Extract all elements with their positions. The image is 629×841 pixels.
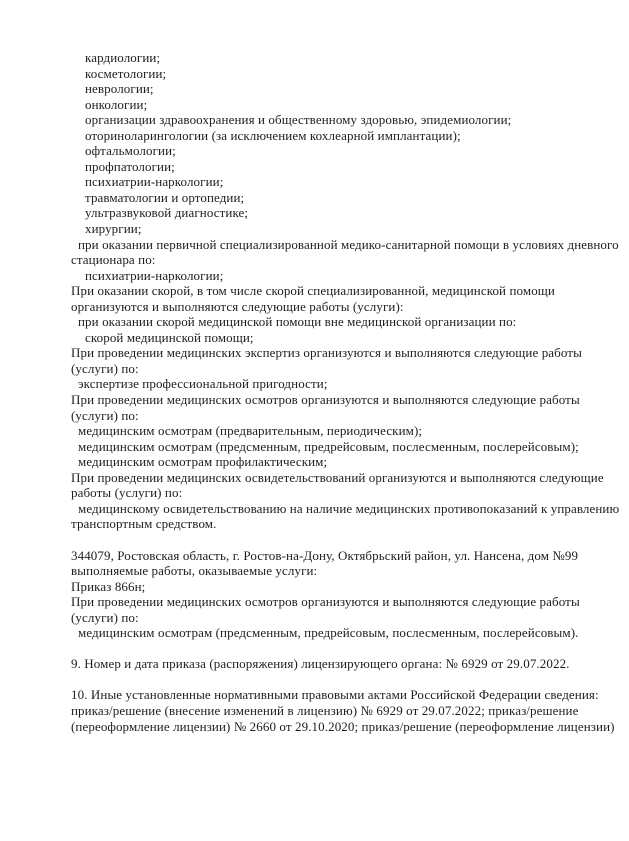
document-line: стационара по: <box>71 252 156 268</box>
document-line: оториноларингологии (за исключением кохлеарной имплантации); <box>85 127 461 143</box>
document-line: травматологии и ортопедии; <box>85 189 245 205</box>
document-line: офтальмологии; <box>85 143 176 159</box>
document-line: медицинским осмотрам (предсменным, предрейсовым, послесменным, послерейсовым); <box>78 438 579 454</box>
document-line: скорой медицинской помощи; <box>85 329 254 345</box>
document-line: 344079, Ростовская область, г. Ростов-на-Дону, Октябрьский район, ул. Нансена, дом №99 <box>71 547 579 563</box>
blank-line <box>71 532 601 548</box>
document-line: неврологии; <box>85 81 154 97</box>
document-line: Приказ 866н; <box>71 578 146 594</box>
document-line: работы (услуги) по: <box>71 485 183 501</box>
document-line: при оказании первичной специализированной медико-санитарной помощи в условиях дневного <box>78 236 619 252</box>
document-line: медицинским осмотрам профилактическим; <box>78 454 328 470</box>
document-line: медицинским осмотрам (предварительным, периодическим); <box>78 423 423 439</box>
document-line: При проведении медицинских экспертиз организуются и выполняются следующие работы <box>71 345 582 361</box>
document-line: (услуги) по: <box>71 360 139 376</box>
document-line: косметологии; <box>85 65 167 81</box>
document-line: профпатологии; <box>85 158 175 174</box>
document-line: (услуги) по: <box>71 609 139 625</box>
document-line: (услуги) по: <box>71 407 139 423</box>
document-line: При проведении медицинских осмотров организуются и выполняются следующие работы <box>71 594 580 610</box>
document-line: приказ/решение (внесение изменений в лицензию) № 6929 от 29.07.2022; приказ/решение <box>71 702 579 718</box>
document-lines <box>71 50 620 734</box>
document-line: психиатрии-наркологии; <box>85 174 224 190</box>
document-line: 9. Номер и дата приказа (распоряжения) лицензирующего органа: № 6929 от 29.07.2022. <box>71 656 570 672</box>
document-line: организуются и выполняются следующие работы (услуги): <box>71 298 404 314</box>
document-line: выполняемые работы, оказываемые услуги: <box>71 563 318 579</box>
document-line: психиатрии-наркологии; <box>85 267 224 283</box>
document-line: онкологии; <box>85 96 148 112</box>
document-line: экспертизе профессиональной пригодности; <box>78 376 328 392</box>
document-line: кардиологии; <box>85 50 161 65</box>
document-line: 10. Иные установленные нормативными правовыми актами Российской Федерации сведения: <box>71 687 599 703</box>
document-line: При проведении медицинских осмотров организуются и выполняются следующие работы <box>71 392 580 408</box>
document-line: медицинским осмотрам (предсменным, предрейсовым, послесменным, послерейсовым). <box>78 625 579 641</box>
document-line: ультразвуковой диагностике; <box>85 205 249 221</box>
document-line: При оказании скорой, в том числе скорой специализированной, медицинской помощи <box>71 283 555 299</box>
document-line: при оказании скорой медицинской помощи вне медицинской организации по: <box>78 314 517 330</box>
document-line: медицинскому освидетельствованию на наличие медицинских противопоказаний к управлению <box>78 500 620 516</box>
blank-line <box>71 641 601 657</box>
blank-line <box>71 672 601 688</box>
document-line: (переоформление лицензии) № 2660 от 29.10.2020; приказ/решение (переоформление лицензии) <box>71 718 615 734</box>
document-line: При проведении медицинских освидетельствований организуются и выполняются следующие <box>71 469 604 485</box>
document-line: транспортным средством. <box>71 516 217 532</box>
document-line: хирургии; <box>85 221 142 237</box>
document-line: организации здравоохранения и общественному здоровью, эпидемиологии; <box>85 112 512 128</box>
